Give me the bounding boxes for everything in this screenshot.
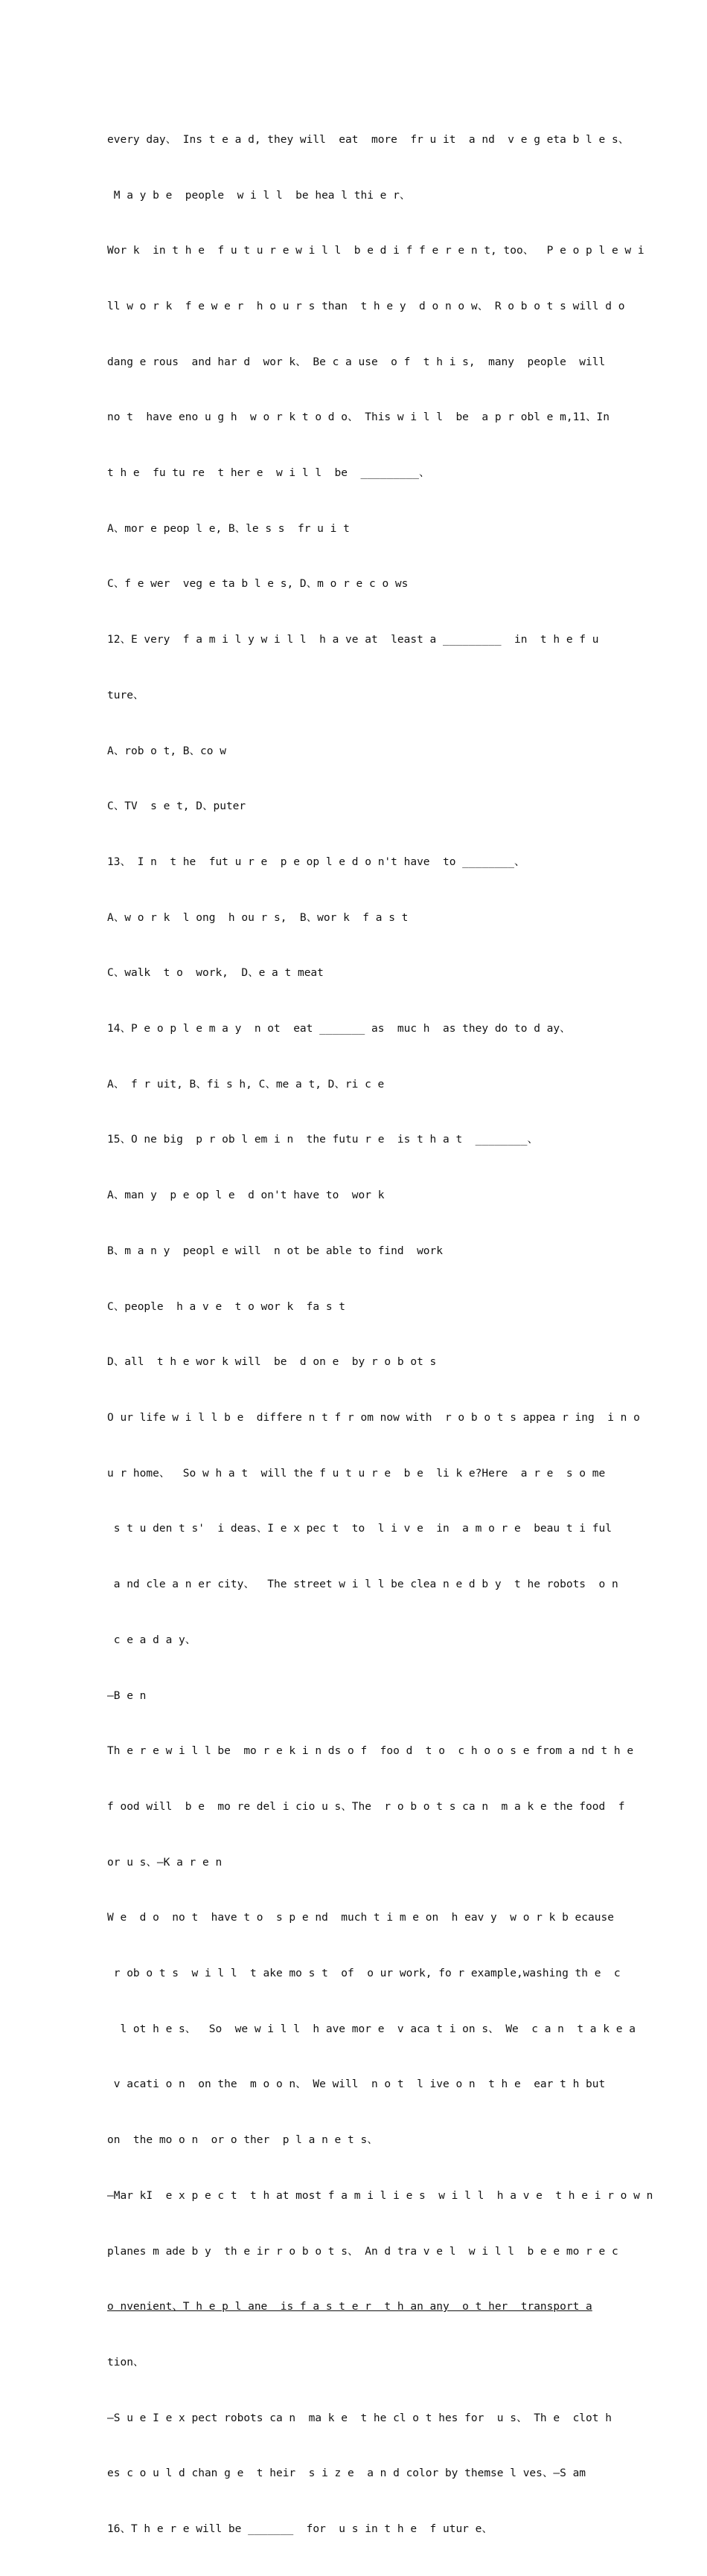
text-line: on the mo o n or o ther p l a n e t s、	[107, 2134, 378, 2147]
option-line: D、all t h e wor k will be d on e by r o b ot s	[107, 1356, 437, 1369]
text-line: or u s、—K a r e n	[107, 1856, 223, 1869]
text-line: es c o u l d chan g e t heir s i z e a n d color by themse l ves、—S am	[107, 2467, 586, 2480]
text-line: t h e fu tu re t her e w i l l be _________、	[107, 467, 430, 480]
text-line: planes m ade b y th e ir r o b o t s、 An d tra v e l w i l l b e e mo r e c	[107, 2245, 618, 2258]
question-line: ture、	[107, 689, 144, 701]
option-line: A、man y p e op l e d on't have to wor k	[107, 1189, 385, 1202]
text-line: O ur life w i l l b e differe n t f r om now with r o b o t s appea r ing i n o	[107, 1411, 640, 1424]
option-line: C、TV s e t, D、puter	[107, 800, 246, 813]
text-line: c e a d a y、	[107, 1634, 196, 1646]
text-line: Wor k in t h e f u t u r e w i l l b e d i f f e r e n t, too、 P e o p l e w i	[107, 245, 644, 257]
option-line: C、walk t o work, D、e a t meat	[107, 967, 324, 980]
text-line: l ot h e s、 So we w i l l h ave mor e v aca t i on s、 We c a n t a k e a	[107, 2023, 636, 2035]
option-line: A、mor e peop l e, B、le s s fr u i t	[107, 522, 350, 535]
text-line: M a y b e people w i l l be hea l thi e r、	[107, 189, 411, 202]
option-line: B、m a n y peopl e will n ot be able to find work	[107, 1244, 443, 1257]
text-line: r ob o t s w i l l t ake mo s t of o ur work, fo r example,washing th e c	[107, 1968, 621, 1980]
text-line: s t u den t s' i deas、I e x pec t to l i v e in a m o r e beau t i ful	[107, 1523, 612, 1535]
text-line: —S u e I e x pect robots ca n ma k e t he cl o t hes for u s、 Th e clot h	[107, 2412, 612, 2424]
text-line: u r home、 So w h a t will the f u t u r e b e li k e?Here a r e s o me	[107, 1467, 606, 1480]
text-line: every day、 Ins t e a d, they will eat more fr u it a nd v e g eta b l e s、	[107, 133, 630, 146]
text-line: f ood will b e mo re del i cio u s、The r o b o t s ca n m a k e the food f	[107, 1800, 625, 1813]
text-line: v acati o n on the m o o n、 We will n o t l ive o n t h e ear t h but	[107, 2078, 606, 2091]
text-line: no t have eno u g h w o r k t o d o、 This w i l l be a p r obl e m,11、In	[107, 411, 610, 424]
option-line: C、f e wer veg e ta b l e s, D、m o r e c o ws	[107, 578, 409, 591]
text-line: dang e rous and har d wor k、 Be c a use o f t h i s, many people will	[107, 356, 606, 368]
question-line: 12、E very f a m i l y w i l l h a ve at least a _________ in t h e f u	[107, 634, 599, 646]
question-line: 13、 I n t he fut u r e p e op l e d o n't have to ________、	[107, 855, 525, 868]
question-line: 16、T h e r e will be _______ for u s in t h e f utur e、	[107, 2523, 493, 2536]
option-line: A、 f r uit, B、fi s h, C、me a t, D、ri c e	[107, 1078, 385, 1091]
text-line: tion、	[107, 2356, 144, 2368]
option-line: C、people h a v e t o wor k fa s t	[107, 1300, 346, 1313]
question-line: 14、P e o p l e m a y n ot eat _______ as muc h as they do to d ay、	[107, 1023, 571, 1035]
question-line: 15、O ne big p r ob l em i n the futu r e is t h a t ________、	[107, 1134, 538, 1146]
passage-text	[107, 94, 653, 2576]
text-line: —Mar kI e x p e c t t h at most f a m i l i e s w i l l h a v e t h e i r o w n	[107, 2189, 653, 2202]
text-line: a nd cle a n er city、 The street w i l l be clea n e d b y t he robots o n	[107, 1578, 618, 1591]
text-line: W e d o no t have t o s p e nd much t i m e on h eav y w o r k b ecause	[107, 1912, 614, 1924]
option-line: A、w o r k l ong h ou r s, B、wor k f a s t	[107, 911, 409, 924]
underlined-text-line: o nvenient、T h e p l ane is f a s t e r t h an any o t her transport a	[107, 2301, 592, 2313]
author-line: —B e n	[107, 1689, 147, 1702]
option-line: A、rob o t, B、co w	[107, 745, 226, 757]
text-line: ll w o r k f e w e r h o u r s than t h e y d o n o w、 R o b o t s will d o	[107, 300, 625, 312]
text-line: Th e r e w i l l be mo r e k i n ds o f foo d t o c h o o s e from a nd t h e	[107, 1745, 634, 1758]
